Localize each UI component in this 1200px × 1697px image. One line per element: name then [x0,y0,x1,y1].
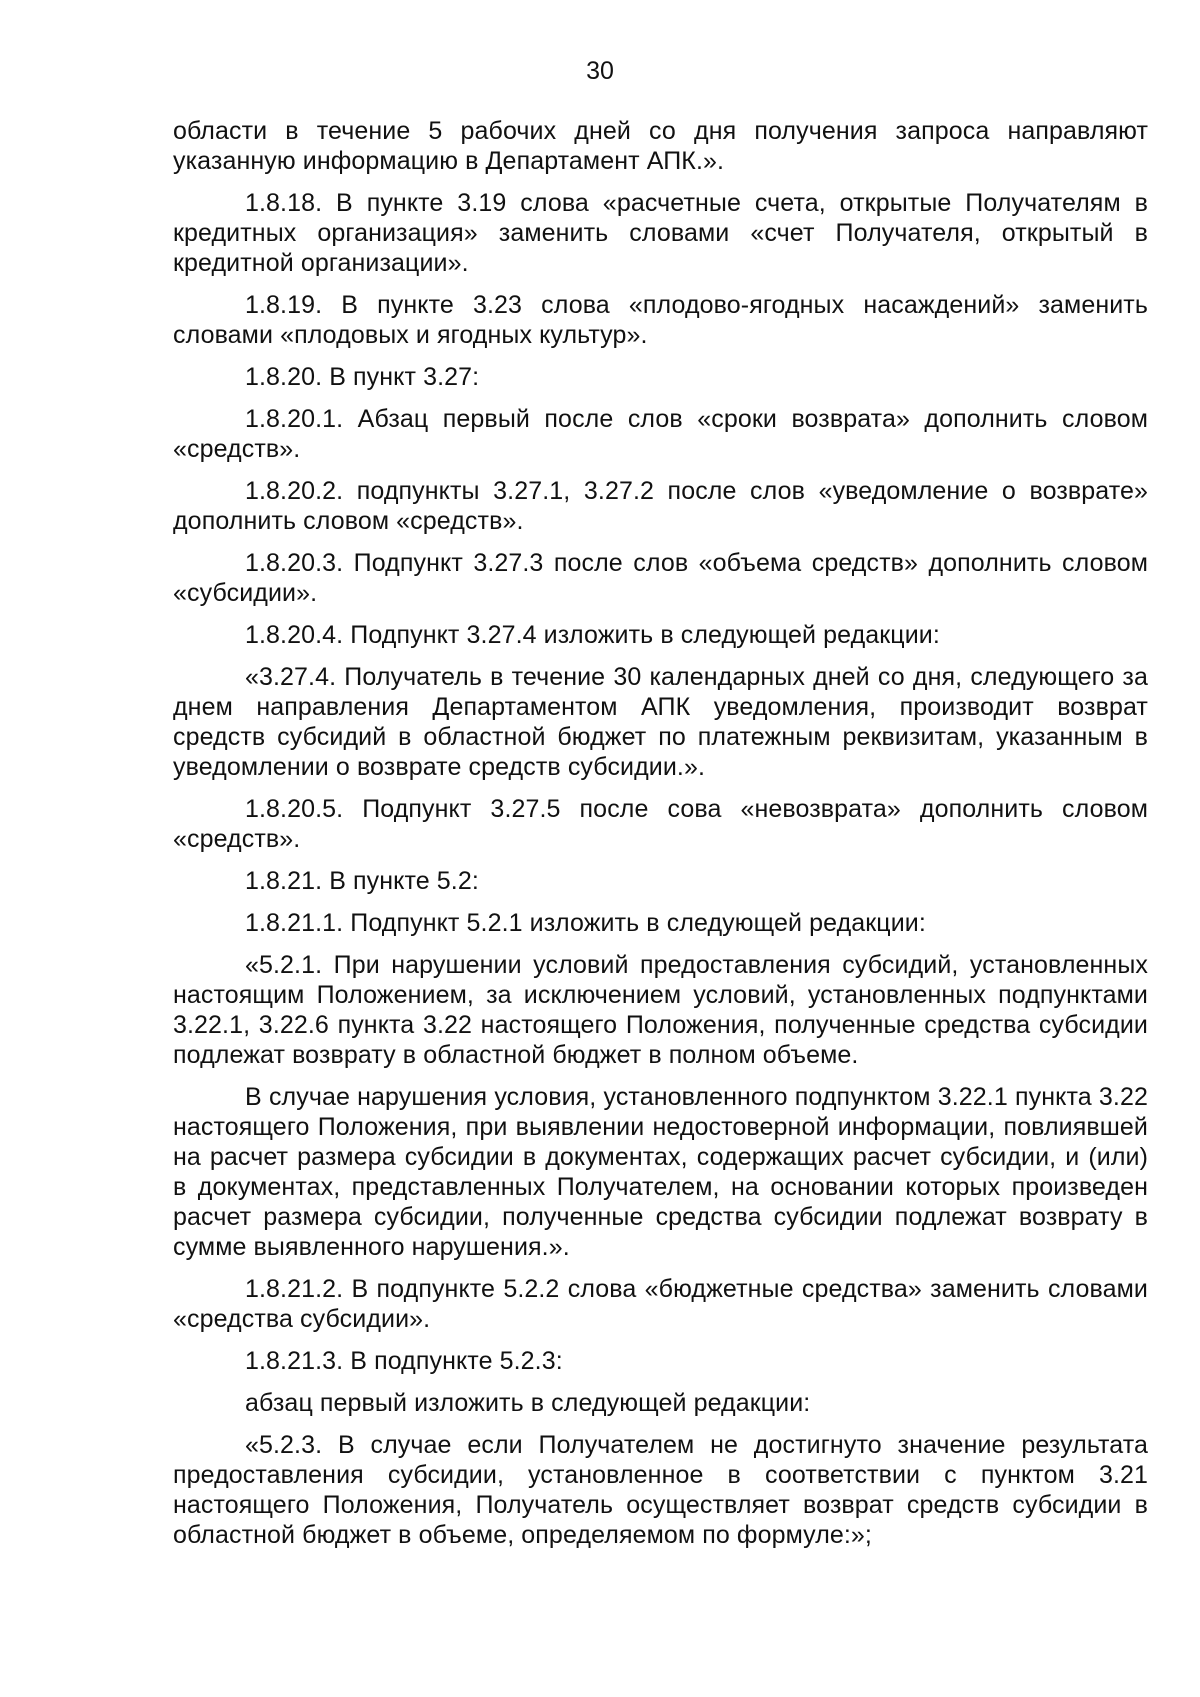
paragraph-1-8-21-1: 1.8.21.1. Подпункт 5.2.1 изложить в следующей редакции: [245,909,926,937]
page-number: 30 [586,57,614,85]
paragraph-1-8-20-2: 1.8.20.2. подпункты 3.27.1, 3.27.2 после слов «уведомление о возврате» дополнить словом «средств». [173,477,1148,535]
paragraph-1-8-20-3: 1.8.20.3. Подпункт 3.27.3 после слов «объема средств» дополнить словом «субсидии». [173,549,1148,607]
paragraph-continuation: области в течение 5 рабочих дней со дня получения запроса направляют указанную информацию в Департамент АПК.». [173,117,1148,175]
document-body [173,116,1148,1562]
paragraph-first-abzac: абзац первый изложить в следующей редакции: [245,1389,811,1417]
paragraph-1-8-20-1: 1.8.20.1. Абзац первый после слов «сроки возврата» дополнить словом «средств». [173,405,1148,463]
paragraph-quote-5-2-3: «5.2.3. В случае если Получателем не достигнуто значение результата предоставления субсидии, установленное в соответствии с пунктом 3.21 настоящего Положения, Получатель осуществляет возврат средств субсидии в областной бюджет в объеме, определяемом по формуле:»; [173,1431,1148,1549]
paragraph-1-8-21-3: 1.8.21.3. В подпункте 5.2.3: [245,1347,563,1375]
paragraph-1-8-21: 1.8.21. В пункте 5.2: [245,867,479,895]
paragraph-1-8-20-5: 1.8.20.5. Подпункт 3.27.5 после сова «невозврата» дополнить словом «средств». [173,795,1148,853]
paragraph-1-8-20: 1.8.20. В пункт 3.27: [245,363,480,391]
paragraph-1-8-19: 1.8.19. В пункте 3.23 слова «плодово-ягодных насаждений» заменить словами «плодовых и ягодных культур». [173,291,1148,349]
paragraph-quote-5-2-1: «5.2.1. При нарушении условий предоставления субсидий, установленных настоящим Положением, за исключением условий, установленных подпунктами 3.22.1, 3.22.6 пункта 3.22 настоящего Положения, полученные средства субсидии подлежат возврату в областной бюджет в полном объеме. [173,951,1148,1069]
paragraph-violation-case: В случае нарушения условия, установленного подпунктом 3.22.1 пункта 3.22 настоящего Положения, при выявлении недостоверной информации, повлиявшей на расчет размера субсидии в документах, содержащих расчет субсидии, и (или) в документах, представленных Получателем, на основании которых произведен расчет размера субсидии, полученные средства субсидии подлежат возврату в сумме выявленного нарушения.». [173,1083,1148,1261]
paragraph-1-8-21-2: 1.8.21.2. В подпункте 5.2.2 слова «бюджетные средства» заменить словами «средства субсидии». [173,1275,1148,1333]
paragraph-quote-3-27-4: «3.27.4. Получатель в течение 30 календарных дней со дня, следующего за днем направления Департаментом АПК уведомления, производит возврат средств субсидий в областной бюджет по платежным реквизитам, указанным в уведомлении о возврате средств субсидии.». [173,663,1148,781]
paragraph-1-8-18: 1.8.18. В пункте 3.19 слова «расчетные счета, открытые Получателям в кредитных организация» заменить словами «счет Получателя, открытый в кредитной организации». [173,189,1148,277]
paragraph-1-8-20-4: 1.8.20.4. Подпункт 3.27.4 изложить в следующей редакции: [245,621,940,649]
